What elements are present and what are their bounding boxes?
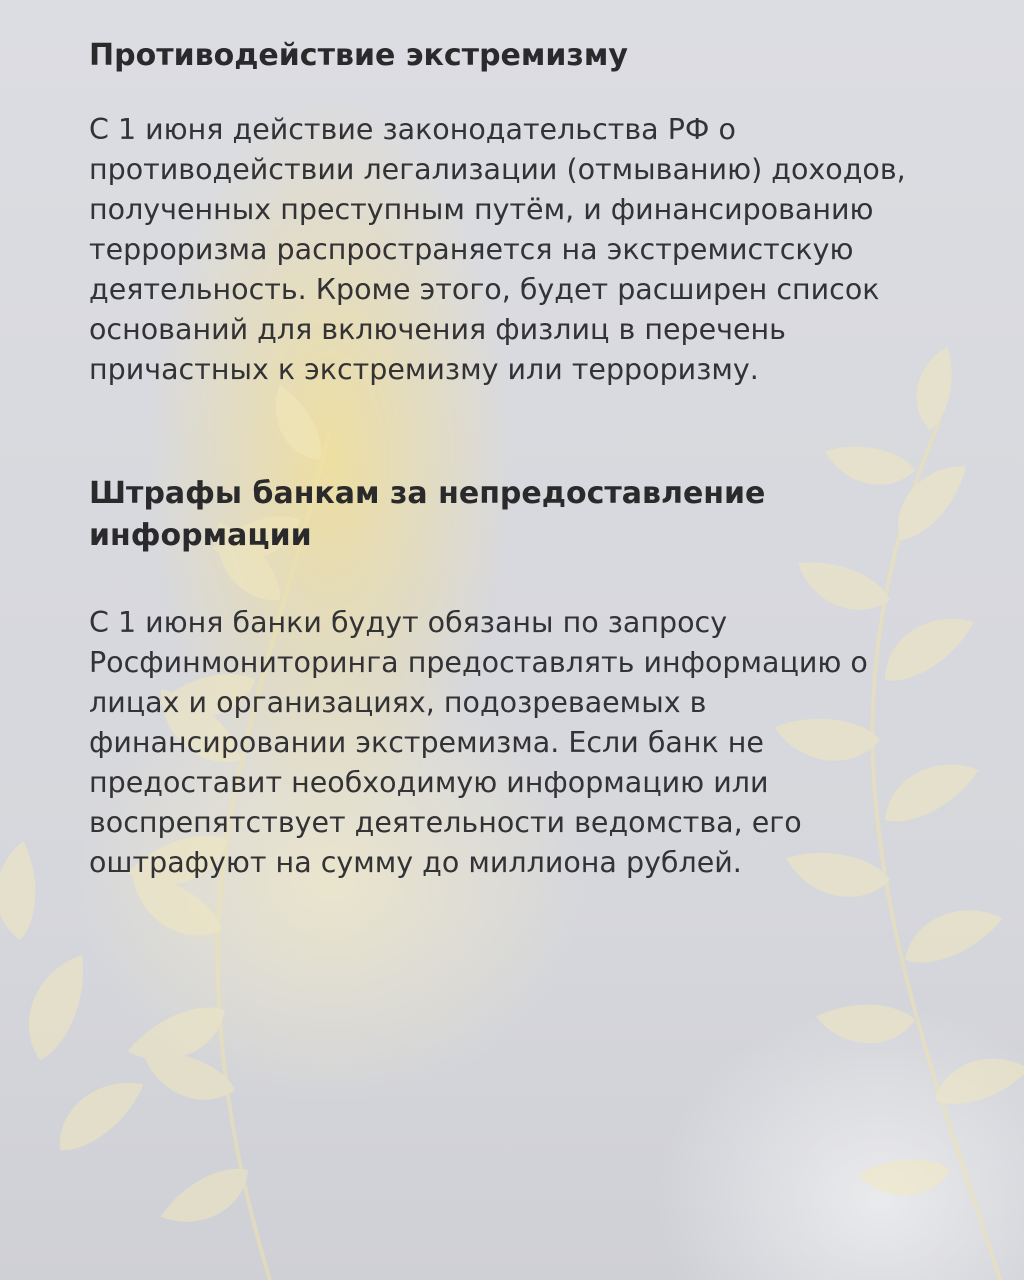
body-line: противодействии легализации (отмыванию) доходов, bbox=[89, 153, 906, 186]
heading-line: информации bbox=[89, 518, 312, 553]
section-heading-extremism bbox=[89, 34, 949, 78]
section-heading-bank-fines bbox=[89, 472, 949, 558]
body-line: причастных к экстремизму или терроризму. bbox=[89, 353, 759, 386]
section-body-extremism bbox=[89, 110, 906, 390]
body-line: оштрафуют на сумму до миллиона рублей. bbox=[89, 846, 742, 879]
body-line: лицах и организациях, подозреваемых в bbox=[89, 686, 707, 719]
body-line: предоставит необходимую информацию или bbox=[89, 766, 769, 799]
body-line: полученных преступным путём, и финансированию bbox=[89, 193, 874, 226]
body-line: воспрепятствует деятельности ведомства, его bbox=[89, 806, 802, 839]
body-line: С 1 июня действие законодательства РФ о bbox=[89, 113, 736, 146]
body-line: оснований для включения физлиц в перечень bbox=[89, 313, 786, 346]
body-line: деятельность. Кроме этого, будет расширен список bbox=[89, 273, 880, 306]
body-line: Росфинмониторинга предоставлять информацию о bbox=[89, 646, 868, 679]
body-line: финансировании экстремизма. Если банк не bbox=[89, 726, 764, 759]
body-line: терроризма распространяется на экстремистскую bbox=[89, 233, 854, 266]
heading-line: Штрафы банкам за непредоставление bbox=[89, 476, 766, 511]
body-line: С 1 июня банки будут обязаны по запросу bbox=[89, 606, 728, 639]
section-body-bank-fines bbox=[89, 603, 868, 883]
heading-line: Противодействие экстремизму bbox=[89, 38, 628, 73]
